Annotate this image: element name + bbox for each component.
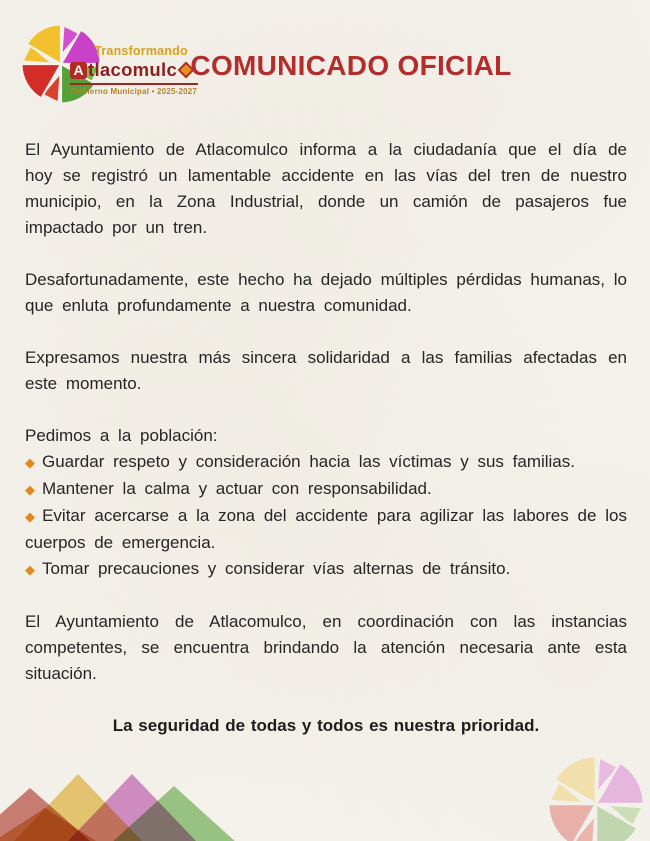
bullet-diamond-icon: ◆ bbox=[25, 509, 36, 524]
paragraph-losses: Desafortunadamente, este hecho ha dejado múltiples pérdidas humanas, lo que enluta profundamente a nuestra comunidad. bbox=[25, 270, 627, 315]
logo-subtitle: Gobierno Municipal • 2025-2027 bbox=[70, 87, 198, 96]
bullet-diamond-icon: ◆ bbox=[25, 482, 35, 497]
mountain-triangle-magenta bbox=[47, 774, 217, 841]
list-item bbox=[25, 476, 627, 503]
communique-body bbox=[25, 137, 627, 765]
list-item bbox=[25, 503, 627, 556]
mountain-triangle-green bbox=[89, 786, 259, 841]
logo-name-rest: tlacomulc bbox=[88, 59, 178, 80]
list-item bbox=[25, 556, 627, 583]
logo-initial-badge: A bbox=[70, 62, 87, 79]
list-item-text: Guardar respeto y consideración hacia las víctimas y sus familias. bbox=[42, 452, 575, 471]
page-title: COMUNICADO OFICIAL bbox=[190, 50, 512, 81]
logo-divider bbox=[70, 83, 198, 85]
paragraph-intro: El Ayuntamiento de Atlacomulco informa a la ciudadanía que el día de hoy se registró un lamentable accidente en las vías del tren de nuestro municipio, en la Zona Industrial, donde un camión de pasajeros fue impactado por un tren. bbox=[25, 140, 627, 237]
mountain-triangle-yellow bbox=[0, 774, 163, 841]
bullet-diamond-icon: ◆ bbox=[25, 562, 35, 577]
list-item-text: Evitar acercarse a la zona del accidente para agilizar las labores de los cuerpos de emergencia. bbox=[25, 506, 627, 552]
list-intro: Pedimos a la población: bbox=[25, 426, 218, 445]
paragraph-solidarity: Expresamos nuestra más sincera solidaridad a las familias afectadas en este momento. bbox=[25, 348, 627, 393]
emphasis-line: La seguridad de todas y todos es nuestra prioridad. bbox=[112, 716, 540, 735]
watermark-pinwheel-icon bbox=[544, 752, 648, 841]
mountain-triangle-red bbox=[0, 788, 115, 841]
list-item-text: Mantener la calma y actuar con responsabilidad. bbox=[42, 479, 432, 498]
paragraph-closing: El Ayuntamiento de Atlacomulco, en coordinación con las instancias competentes, se encuentra brindando la atención necesaria ante esta situación. bbox=[25, 612, 627, 683]
list-item-text: Tomar precauciones y considerar vías alternas de tránsito. bbox=[42, 559, 511, 578]
bullet-diamond-icon: ◆ bbox=[25, 455, 35, 470]
mountain-triangle-orange bbox=[0, 808, 130, 841]
list-item bbox=[25, 449, 627, 476]
logo-transformando-label: Transformando bbox=[94, 44, 188, 58]
